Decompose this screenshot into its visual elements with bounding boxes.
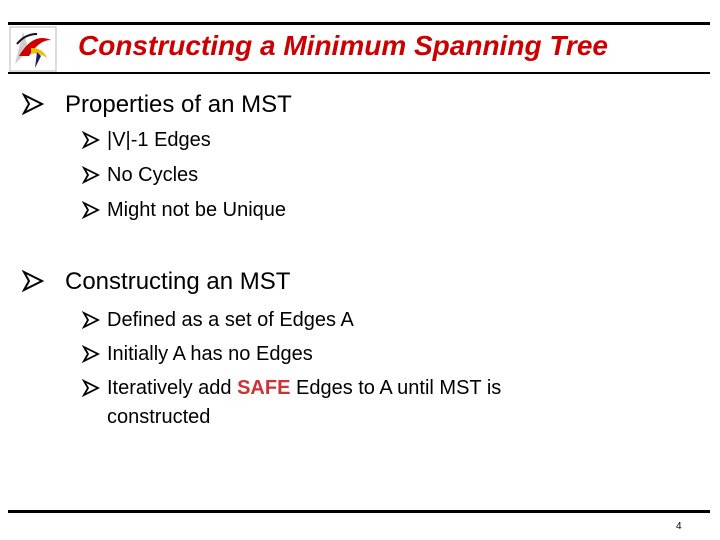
section-heading-text: Properties of an MST [65,91,292,118]
list-item-text: |V|-1 Edges [107,129,211,151]
list-item-text: Might not be Unique [107,199,287,221]
list-item-text: Defined as a set of Edges A [107,309,354,331]
list-item-text [107,376,501,400]
top-rule [8,22,710,25]
list-item-text: Initially A has no Edges [107,343,313,365]
list-item-text-before: Iteratively add [107,377,238,399]
list-item-continuation-text: constructed [107,406,211,428]
bottom-rule [8,510,710,513]
arrow-bullet-icon [82,201,100,219]
section-heading-text: Constructing an MST [65,268,291,295]
list-item-text-after: Edges to A until MST is [290,377,502,399]
title-underline [8,72,710,74]
safe-highlight: SAFE [237,377,291,399]
list-item-text: No Cycles [107,164,199,186]
arrow-bullet-icon [82,166,100,184]
university-logo-icon [9,26,57,72]
arrow-bullet-icon [82,131,100,149]
arrow-bullet-icon [82,379,100,397]
page-number: 4 [676,521,682,532]
arrow-bullet-icon [82,311,100,329]
arrow-bullet-icon [22,270,44,292]
arrow-bullet-icon [82,345,100,363]
arrow-bullet-icon [22,93,44,115]
slide-title: Constructing a Minimum Spanning Tree [78,30,608,61]
